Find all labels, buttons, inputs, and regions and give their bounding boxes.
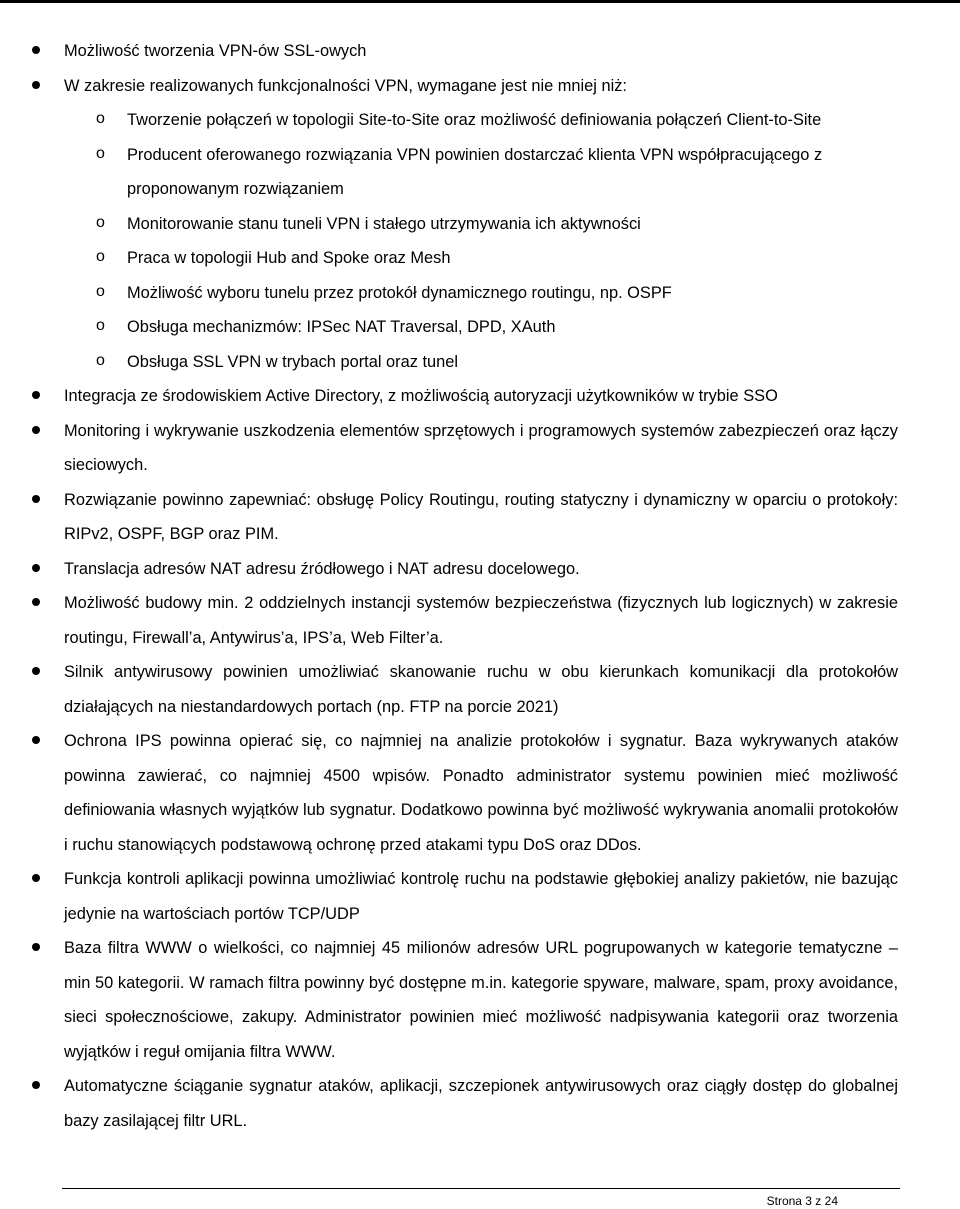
sub-list-item (0, 103, 960, 138)
sub-list-item-text: Praca w topologii Hub and Spoke oraz Mesh (127, 249, 451, 267)
page-number: Strona 3 z 24 (766, 1194, 838, 1208)
list-item-text: Automatyczne ściąganie sygnatur ataków, aplikacji, szczepionek antywirusowych oraz ciągły dostęp do globalnej bazy zasilającej filtr URL. (64, 1077, 898, 1130)
bullet-icon (32, 874, 40, 882)
list-item (0, 379, 960, 414)
list-item-text: Możliwość budowy min. 2 oddzielnych instancji systemów bezpieczeństwa (fizycznych lub logicznych) w zakresie routingu, Firewall’a, Antywirus’a, IPS’a, Web Filter’a. (64, 594, 898, 647)
bullet-icon (32, 1081, 40, 1089)
list-item (0, 414, 960, 483)
sub-list-item (0, 276, 960, 311)
sub-list-item (0, 310, 960, 345)
sub-list-item (0, 138, 960, 207)
bullet-icon (32, 564, 40, 572)
list-item (0, 483, 960, 552)
circle-bullet-icon: o (96, 110, 105, 127)
requirements-list-continued (0, 379, 960, 1138)
list-item-text: Rozwiązanie powinno zapewniać: obsługę Policy Routingu, routing statyczny i dynamiczny w oparciu o protokoły: RIPv2, OSPF, BGP oraz PIM. (64, 490, 898, 543)
list-item (0, 586, 960, 655)
circle-bullet-icon: o (96, 351, 105, 369)
sub-list-item-text: Monitorowanie stanu tuneli VPN i stałego utrzymywania ich aktywności (127, 214, 641, 233)
list-item (0, 69, 960, 104)
footer-divider (62, 1188, 900, 1189)
sub-list-item-text: Tworzenie połączeń w topologii Site-to-Site oraz możliwość definiowania połączeń Client-to-Site (127, 111, 822, 129)
document-body (0, 34, 960, 1138)
sub-list-item (0, 207, 960, 242)
list-item (0, 655, 960, 724)
bullet-icon (32, 46, 40, 54)
list-item-text: Baza filtra WWW o wielkości, co najmniej 45 milionów adresów URL pogrupowanych w kategorie tematyczne – min 50 kategorii. W ramach filtra powinny być dostępne m.in. kategorie spyware, malware, spam, proxy avoidance, sieci społecznościowe, zakupy. Administrator powinien mieć możliwość nadpisywania kategorii oraz tworzenia wyjątków i reguł omijania filtra WWW. (64, 939, 898, 1061)
list-item-text: Funkcja kontroli aplikacji powinna umożliwiać kontrolę ruchu na podstawie głębokiej analizy pakietów, nie bazując jedynie na wartościach portów TCP/UDP (64, 870, 898, 923)
top-border (0, 0, 960, 3)
sub-list-item-text: Obsługa SSL VPN w trybach portal oraz tunel (127, 352, 459, 371)
sub-list-item (0, 241, 960, 276)
sub-list-item (0, 345, 960, 380)
list-item (0, 552, 960, 587)
bullet-icon (32, 598, 40, 606)
list-item (0, 862, 960, 931)
list-item (0, 724, 960, 862)
list-item-text: Silnik antywirusowy powinien umożliwiać skanowanie ruchu w obu kierunkach komunikacji dla protokołów działających na niestandardowych portach (np. FTP na porcie 2021) (64, 663, 898, 716)
list-item (0, 931, 960, 1069)
list-item (0, 34, 960, 69)
circle-bullet-icon: o (96, 282, 105, 300)
circle-bullet-icon: o (96, 213, 105, 231)
bullet-icon (32, 667, 40, 675)
bullet-icon (32, 391, 40, 399)
list-item-text: Ochrona IPS powinna opierać się, co najmniej na analizie protokołów i sygnatur. Baza wykrywanych ataków powinna zawierać, co najmniej 4500 wpisów. Ponadto administrator systemu powinien mieć możliwość definiowania własnych wyjątków lub sygnatur. Dodatkowo powinna być możliwość wykrywania anomalii protokołów i ruchu stanowiących podstawową ochronę przed atakami typu DoS oraz DDos. (64, 732, 898, 854)
sub-list-item-text: Obsługa mechanizmów: IPSec NAT Traversal, DPD, XAuth (127, 318, 556, 336)
list-item-text: W zakresie realizowanych funkcjonalności VPN, wymagane jest nie mniej niż: (64, 76, 627, 95)
sub-list-item-text: Producent oferowanego rozwiązania VPN powinien dostarczać klienta VPN współpracującego z proponowanym rozwiązaniem (127, 145, 823, 198)
list-item-text: Możliwość tworzenia VPN-ów SSL-owych (64, 42, 367, 60)
vpn-sublist (0, 103, 960, 379)
bullet-icon (32, 736, 40, 744)
sub-list-item-text: Możliwość wyboru tunelu przez protokół dynamicznego routingu, np. OSPF (127, 283, 672, 302)
circle-bullet-icon: o (96, 248, 105, 265)
list-item-text: Translacja adresów NAT adresu źródłowego i NAT adresu docelowego. (64, 559, 580, 578)
list-item (0, 1069, 960, 1138)
bullet-icon (32, 426, 40, 434)
bullet-icon (32, 495, 40, 503)
list-item-text: Integracja ze środowiskiem Active Directory, z możliwością autoryzacji użytkowników w trybie SSO (64, 387, 778, 405)
requirements-list (0, 34, 960, 103)
list-item-text: Monitoring i wykrywanie uszkodzenia elementów sprzętowych i programowych systemów zabezpieczeń oraz łączy sieciowych. (64, 421, 898, 474)
circle-bullet-icon: o (96, 317, 105, 334)
circle-bullet-icon: o (96, 144, 105, 162)
bullet-icon (32, 943, 40, 951)
bullet-icon (32, 81, 40, 89)
